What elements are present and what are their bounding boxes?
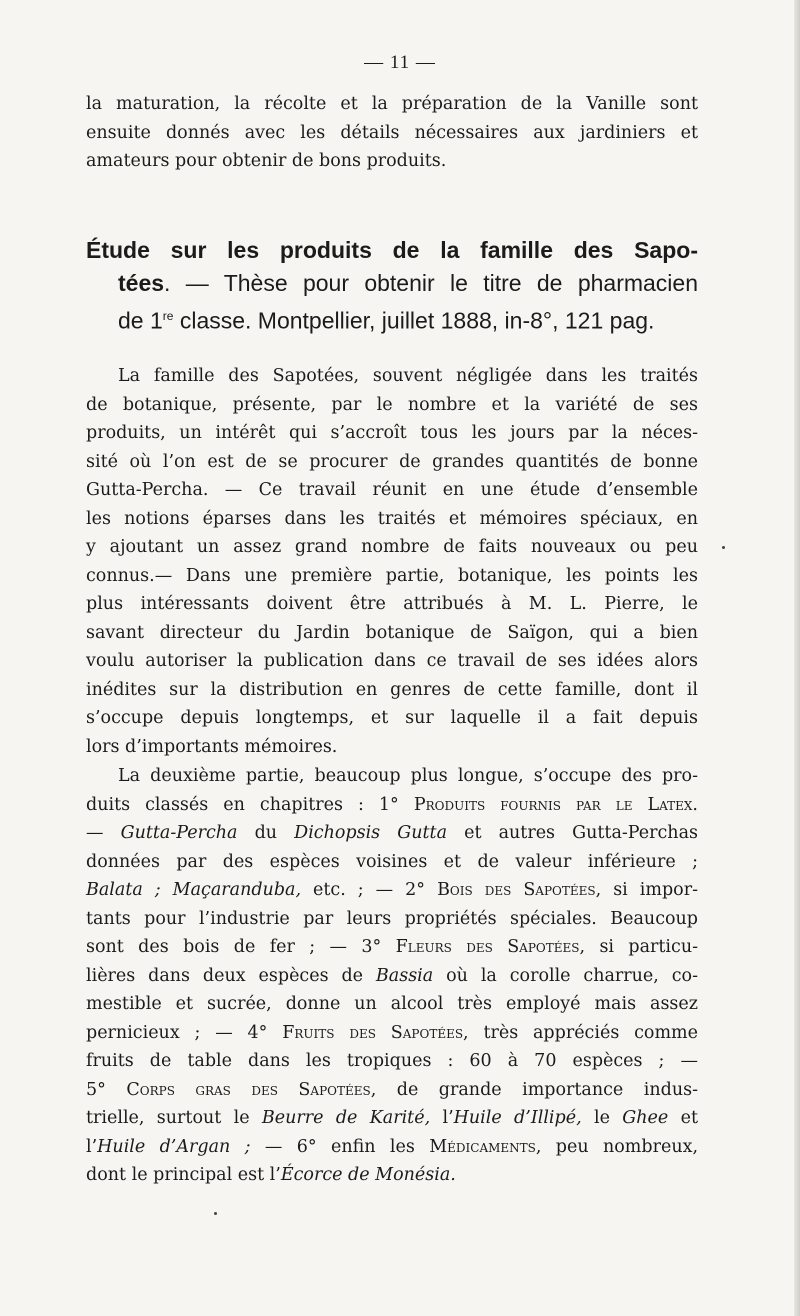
italic-term: Dichopsis Gutta [294,823,448,843]
ink-speck [214,1212,217,1215]
text-run: trielle, surtout le [86,1108,262,1128]
italic-term: Huile d’Argan ; [97,1136,251,1157]
page-number: — 11 — [364,52,436,73]
text-run: du [237,823,295,843]
text-line [86,791,698,820]
chapter-title: Produits fournis par le Latex. [413,794,698,815]
text-run: etc. ; — 2° [301,880,438,900]
text-line: fruits de table dans les tropiques : 60 à 70 espèces ; — [86,1051,698,1071]
text-run: si particu- [585,937,698,957]
text-line: La deuxième partie, beaucoup plus longue, s’occupe des pro- [118,766,698,786]
intro-paragraph [86,90,698,176]
text-run: dont le principal est l’ [86,1165,281,1185]
text-line [86,962,698,991]
paragraph-first-part [86,362,698,761]
entry-title-end: tées [118,270,165,296]
text-line: données par des espèces voisines et de valeur inférieure ; [86,851,698,872]
italic-term: Beurre de Karité, [261,1108,431,1128]
text-line: de botanique, présente, par le nombre et la variété de ses [86,394,698,415]
paragraph-second-part [86,762,698,1190]
text-run: et autres Gutta-Perchas [447,823,698,843]
text-line: lors d’importants mémoires. [86,736,338,757]
text-line: la maturation, la récolte et la préparation de la Vanille sont [86,94,698,114]
text-line [86,1076,698,1105]
text-run: pernicieux ; — 4° [86,1022,283,1043]
ink-speck [722,546,725,549]
entry-title: Étude sur les produits de la famille des Sapo- [86,237,698,263]
text-run: et [668,1108,698,1128]
text-line: amateurs pour obtenir de bons produits. [86,151,447,171]
italic-term: Huile d’Illipé, [453,1108,582,1128]
italic-term: Gutta-Percha [120,823,238,843]
text-line [86,933,698,962]
text-run: l’ [86,1136,98,1157]
entry-subtitle: . — Thèse pour obtenir le titre de pharmacien [164,270,698,296]
chapter-title: Fleurs des Sapotées, [395,937,586,957]
entry-heading [86,234,698,338]
text-line [86,876,698,905]
text-run: si impor- [601,880,698,900]
ordinal-superscript: re [162,309,174,323]
text-run: de grande importance indus- [376,1079,698,1100]
text-run: 5° [86,1079,127,1100]
text-line: La famille des Sapotées, souvent négligée dans les traités [118,366,698,386]
text-run: lières dans deux espèces de [86,965,376,986]
text-line: y ajoutant un assez grand nombre de faits nouveaux ou peu [86,537,698,557]
text-run: peu nombreux, [541,1136,699,1157]
entry-details: de 1 [118,307,163,334]
text-line: ensuite donnés avec les détails nécessaires aux jardiniers et [86,122,698,143]
text-line [86,1161,698,1190]
text-line: connus.— Dans une première partie, botanique, les points les [86,565,698,586]
text-run: où la corolle charrue, co- [433,965,698,986]
text-run: duits classés en chapitres : 1° [86,794,414,815]
italic-term: Ghee [622,1108,669,1128]
chapter-title: Bois des Sapotées, [437,880,602,900]
italic-term: Bassia [375,965,434,986]
text-run: — 6° enfin les [250,1136,430,1157]
text-line: mestible et sucrée, donne un alcool très employé mais assez [86,994,698,1014]
text-run: sont des bois de fer ; — 3° [86,937,396,957]
text-run: très appréciés comme [468,1022,698,1043]
text-line: inédites sur la distribution en genres de cette famille, dont il [86,679,698,700]
text-line [86,1133,698,1162]
text-line: voulu autoriser la publication dans ce travail de ses idées alors [86,651,698,671]
page-edge-shadow [794,0,800,1316]
text-line [86,819,698,848]
text-run: le [581,1108,623,1128]
text-line: sité où l’on est de se procurer de grandes quantités de bonne [86,451,698,472]
text-run: — [86,823,121,843]
text-run: l’ [430,1108,454,1128]
chapter-title: Fruits des Sapotées, [282,1022,469,1043]
text-line: les notions éparses dans les traités et mémoires spéciaux, en [86,508,698,529]
italic-term: Balata ; Maçaranduba, [86,880,302,900]
chapter-title: Médicaments, [429,1136,542,1157]
entry-details-rest: classe. Montpellier, juillet 1888, in-8°, 121 pag. [173,307,655,334]
text-line [86,1104,698,1133]
text-line: Gutta-Percha. — Ce travail réunit en une étude d’ensemble [86,480,698,500]
text-line: tants pour l’industrie par leurs propriétés spéciales. Beaucoup [86,908,698,929]
text-line: s’occupe depuis longtemps, et sur laquelle il a fait depuis [86,708,698,728]
text-line: produits, un intérêt qui s’accroît tous les jours par la néces- [86,423,698,443]
text-line [86,1019,698,1048]
text-line: plus intéressants doivent être attribués à M. L. Pierre, le [86,594,698,614]
chapter-title: Corps gras des Sapotées, [126,1079,377,1100]
italic-term: Écorce de Monésia. [280,1165,456,1185]
text-line: savant directeur du Jardin botanique de Saïgon, qui a bien [86,622,698,643]
